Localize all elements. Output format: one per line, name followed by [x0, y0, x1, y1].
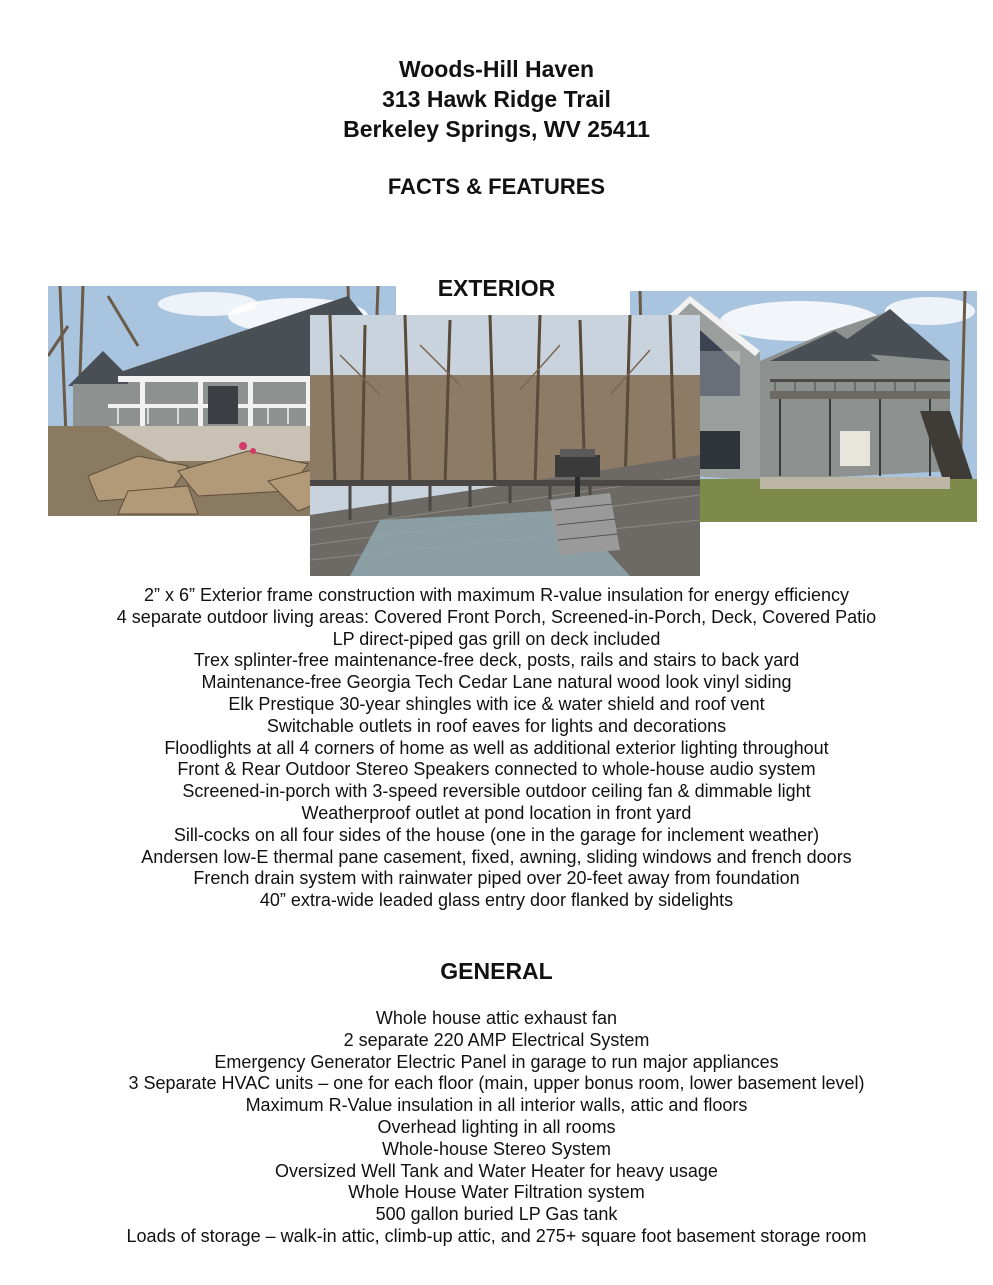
list-item: 3 Separate HVAC units – one for each floor (main, upper bonus room, lower basement level) — [128, 1073, 865, 1094]
list-item: Trex splinter-free maintenance-free deck, posts, rails and stairs to back yard — [193, 650, 800, 671]
general-heading: GENERAL — [440, 958, 553, 984]
list-item: Maintenance-free Georgia Tech Cedar Lane natural wood look vinyl siding — [201, 672, 792, 693]
list-item: LP direct-piped gas grill on deck included — [332, 628, 661, 649]
list-item: Floodlights at all 4 corners of home as well as additional exterior lighting throughout — [164, 737, 829, 758]
list-item: Whole house attic exhaust fan — [375, 1008, 618, 1028]
list-item: Sill-cocks on all four sides of the house (one in the garage for inclement weather) — [173, 824, 820, 845]
property-city: Berkeley Springs, WV 25411 — [343, 116, 650, 142]
list-item: 2 separate 220 AMP Electrical System — [343, 1029, 650, 1050]
list-item: 500 gallon buried LP Gas tank — [375, 1204, 618, 1225]
list-item: Maximum R-Value insulation in all interior walls, attic and floors — [245, 1095, 748, 1116]
list-item: French drain system with rainwater piped over 20-feet away from foundation — [193, 868, 800, 889]
general-features-list — [0, 1008, 993, 1248]
property-title-block — [0, 54, 993, 144]
list-item: 4 separate outdoor living areas: Covered Front Porch, Screened-in-Porch, Deck, Covered Patio — [116, 606, 877, 627]
list-item: Elk Prestique 30-year shingles with ice & water shield and roof vent — [228, 693, 765, 714]
list-item: Andersen low-E thermal pane casement, fixed, awning, sliding windows and french doors — [141, 846, 852, 867]
list-item: Whole-house Stereo System — [381, 1138, 612, 1159]
exterior-heading: EXTERIOR — [437, 275, 556, 301]
property-street: 313 Hawk Ridge Trail — [382, 86, 611, 112]
list-item: Front & Rear Outdoor Stereo Speakers connected to whole-house audio system — [177, 759, 816, 780]
list-item: 40” extra-wide leaded glass entry door flanked by sidelights — [259, 890, 734, 911]
property-name: Woods-Hill Haven — [398, 56, 595, 82]
list-item: Oversized Well Tank and Water Heater for heavy usage — [275, 1160, 718, 1181]
exterior-features-list — [0, 585, 993, 912]
list-item: Weatherproof outlet at pond location in front yard — [301, 802, 692, 823]
list-item: Screened-in-porch with 3-speed reversible outdoor ceiling fan & dimmable light — [182, 781, 811, 802]
list-item: Emergency Generator Electric Panel in garage to run major appliances — [214, 1051, 779, 1072]
deck-photo — [310, 315, 700, 576]
list-item: 2” x 6” Exterior frame construction with maximum R-value insulation for energy efficiency — [144, 585, 849, 605]
list-item: Switchable outlets in roof eaves for lights and decorations — [266, 715, 727, 736]
list-item: Whole House Water Filtration system — [348, 1182, 645, 1203]
list-item: Loads of storage – walk-in attic, climb-up attic, and 275+ square foot basement storage room — [126, 1225, 867, 1246]
facts-features-heading: FACTS & FEATURES — [387, 174, 606, 199]
list-item: Overhead lighting in all rooms — [377, 1116, 616, 1137]
